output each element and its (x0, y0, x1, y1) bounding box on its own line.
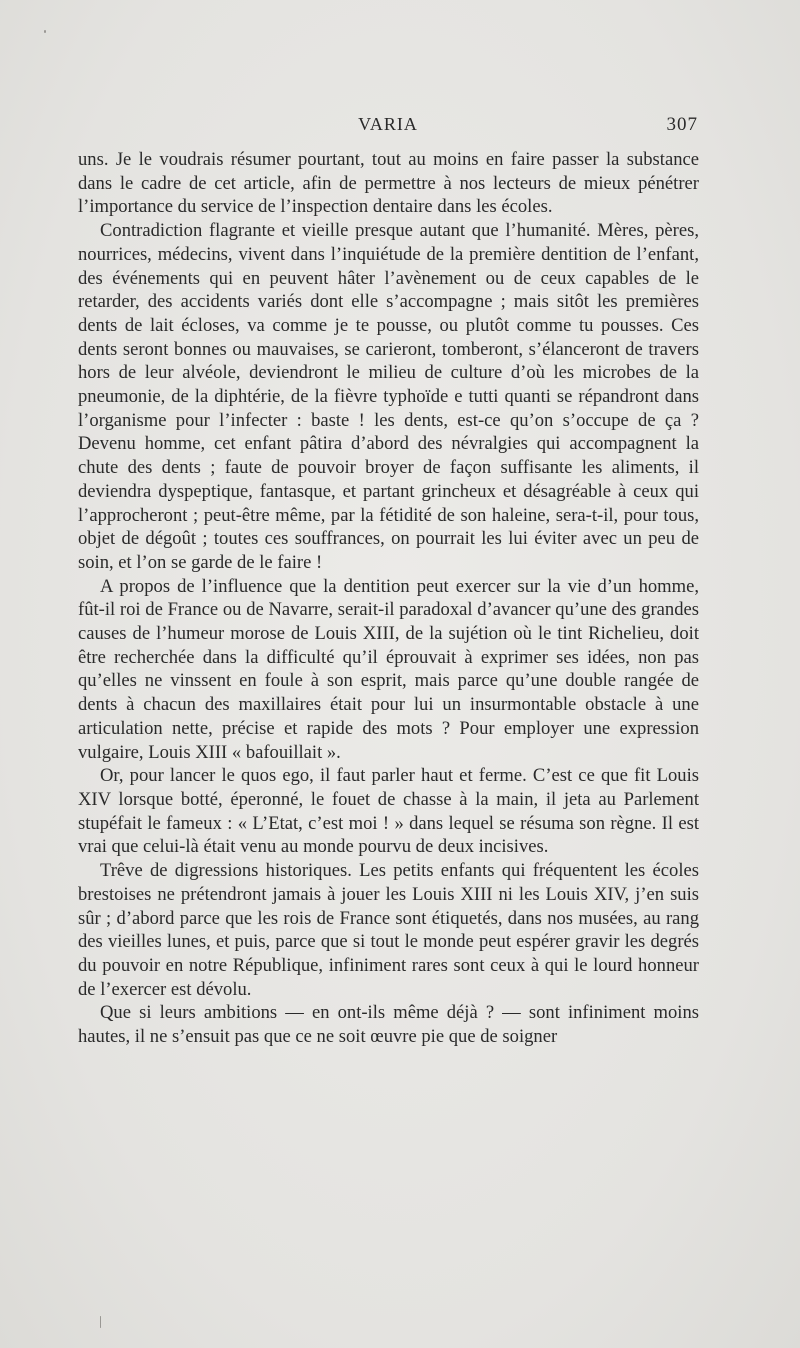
paper-speck (44, 30, 46, 33)
page-header (78, 114, 698, 140)
paragraph: Or, pour lancer le quos ego, il faut parler haut et ferme. C’est ce que fit Louis XIV lorsque botté, éperonné, le fouet de chasse à la main, il jeta au Parlement stupéfait le fameux : « L’Etat, c’est moi ! » dans lequel se résuma son règne. Il est vrai que celui-là était venu au monde pourvu de deux incisives. (78, 765, 699, 858)
running-title: VARIA (358, 114, 418, 134)
paragraph: A propos de l’influence que la dentition peut exercer sur la vie d’un homme, fût-il roi de France ou de Navarre, serait-il paradoxal d’avancer qu’une des grandes causes de l’humeur morose de Louis XIII, de la sujétion où le tint Richelieu, doit être recherchée dans la difficulté qu’il éprouvait à exprimer ses idées, non pas qu’elles ne vinssent en foule à son esprit, mais parce qu’une double rangée de dents à chacun des maxillaires était pour lui un insurmontable obstacle à une articulation nette, précise et rapide des mots ? Pour employer une expression vulgaire, Louis XIII « bafouillait ». (78, 575, 699, 763)
paragraph: Contradiction flagrante et vieille presque autant que l’humanité. Mères, pères, nourrices, médecins, vivent dans l’inquiétude de la première dentition de l’enfant, des événements qui en peuvent hâter l’avènement ou de ceux capables de le retarder, des accidents variés dont elle s’accompagne ; mais sitôt les premières dents de lait écloses, va comme je te pousse, ou plutôt comme tu pousses. Ces dents seront bonnes ou mauvaises, se carieront, tomberont, s’élanceront de travers hors de leur alvéole, deviendront le milieu de culture d’où les microbes de la pneumonie, de la diphtérie, de la fièvre typhoïde e tutti quanti se répandront dans l’organisme pour l’infecter : baste ! les dents, est-ce qu’on s’occupe de ça ? Devenu homme, cet enfant pâtira d’abord des névralgies qui accompagnent la chute des dents ; faute de pouvoir broyer de façon suffisante les aliments, il deviendra dyspeptique, fantasque, et partant grincheux et désagréable à ceux qui l’approcheront ; peut-être même, par la fétidité de son haleine, sera-t-il, pour tous, objet de dégoût ; toutes ces souffrances, on pourrait les lui éviter avec un peu de soin, et l’on se garde de le faire ! (78, 220, 699, 573)
paper-speck (100, 1316, 101, 1328)
body-text (78, 148, 699, 1049)
page-number: 307 (666, 114, 698, 135)
paragraph: uns. Je le voudrais résumer pourtant, tout au moins en faire passer la substance dans le cadre de cet article, afin de permettre à nos lecteurs de mieux pénétrer l’importance du service de l’inspection dentaire dans les écoles. (78, 149, 699, 218)
paragraph: Trêve de digressions historiques. Les petits enfants qui fréquentent les écoles brestoises ne prétendront jamais à jouer les Louis XIII ni les Louis XIV, j’en suis sûr ; d’abord parce que les rois de France sont étiquetés, dans nos musées, au rang des vieilles lunes, et puis, parce que si tout le monde peut espérer gravir les degrés du pouvoir en notre République, infiniment rares sont ceux à qui le lourd honneur de l’exercer est dévolu. (78, 860, 699, 1000)
paragraph: Que si leurs ambitions — en ont-ils même déjà ? — sont infiniment moins hautes, il ne s’ensuit pas que ce ne soit œuvre pie que de soigner (78, 1002, 699, 1048)
